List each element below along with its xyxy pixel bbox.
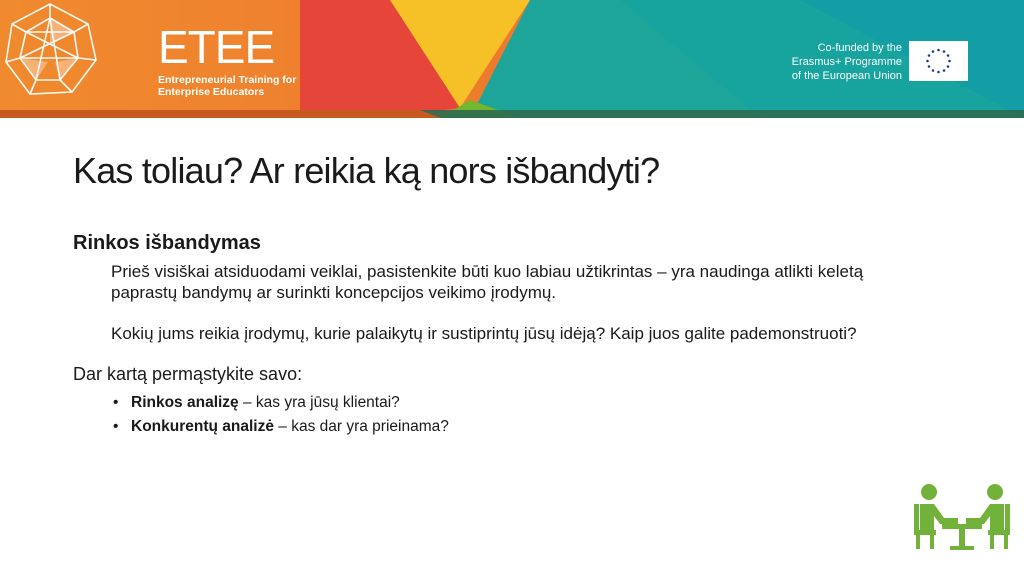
eu-notice-line3: of the European Union (791, 70, 902, 82)
bullet-bold: Rinkos analizę (131, 394, 239, 411)
bullet-item (113, 391, 873, 415)
slide-title: Kas toliau? Ar reikia ką nors išbandyti? (73, 150, 660, 191)
bullet-list (113, 391, 873, 439)
geodesic-sphere-icon (0, 0, 100, 100)
people-meeting-icon (912, 480, 1012, 552)
brand-name: ETEE (158, 21, 275, 73)
header-banner (0, 0, 1024, 118)
bullet-text: – kas dar yra prieinama? (273, 418, 449, 435)
eu-cofunding-notice (792, 41, 902, 83)
eu-flag-icon (909, 41, 968, 81)
slide-content (73, 232, 873, 439)
bullets-intro: Dar kartą permąstykite savo: (73, 364, 303, 384)
section-heading: Rinkos išbandymas (73, 232, 261, 254)
paragraph-1: Prieš visiškai atsiduodami veiklai, pasistenkite būti kuo labiau užtikrintas – yra naudinga atlikti keletą paprastų bandymų ar surinkti koncepcijos veikimo įrodymų. (111, 262, 864, 302)
brand-subtitle (158, 74, 296, 98)
bullet-bold: Konkurentų analizė (131, 418, 274, 435)
brand-subtitle-line1: Entrepreneurial Training for (158, 74, 297, 86)
paragraph-2: Kokių jums reikia įrodymų, kurie palaikytų ir sustiprintų jūsų idėją? Kaip juos galite pademonstruoti? (111, 324, 857, 343)
eu-notice-line2: Erasmus+ Programme (791, 56, 902, 68)
eu-notice-line1: Co-funded by the (817, 42, 902, 54)
brand-subtitle-line2: Enterprise Educators (158, 86, 265, 98)
bullet-text: – kas yra jūsų klientai? (238, 394, 400, 411)
bullet-item (113, 415, 873, 439)
